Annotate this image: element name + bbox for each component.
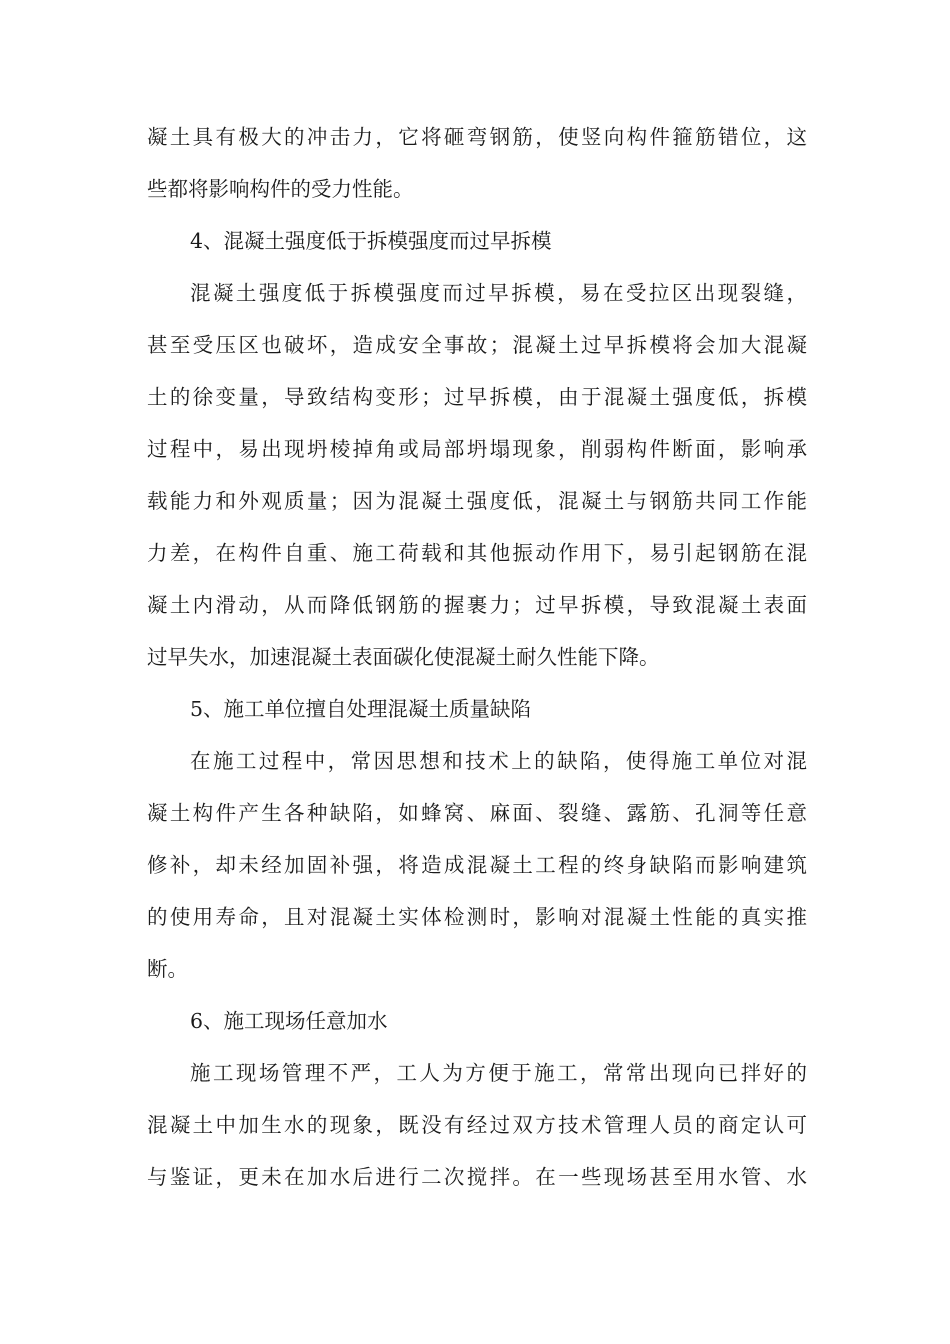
body-text-line: 混凝土强度低于拆模强度而过早拆模，易在受拉区出现裂缝， xyxy=(190,281,807,305)
body-text-line: 施工现场管理不严，工人为方便于施工，常常出现向已拌好的 xyxy=(190,1061,807,1085)
body-text-line: 凝土构件产生各种缺陷，如蜂窝、麻面、裂缝、露筋、孔洞等任意 xyxy=(147,801,807,825)
body-text-line: 在施工过程中，常因思想和技术上的缺陷，使得施工单位对混 xyxy=(190,749,807,773)
body-text-line: 力差，在构件自重、施工荷载和其他振动作用下，易引起钢筋在混 xyxy=(147,541,807,565)
body-text-line: 载能力和外观质量；因为混凝土强度低，混凝土与钢筋共同工作能 xyxy=(147,489,807,513)
body-text-line: 过程中，易出现坍棱掉角或局部坍塌现象，削弱构件断面，影响承 xyxy=(147,437,807,461)
body-text-line: 的使用寿命，且对混凝土实体检测时，影响对混凝土性能的真实推 xyxy=(147,905,807,929)
body-text-line: 凝土内滑动，从而降低钢筋的握裹力；过早拆模，导致混凝土表面 xyxy=(147,593,807,617)
section-heading: 6、施工现场任意加水 xyxy=(190,1009,388,1033)
section-heading: 5、施工单位擅自处理混凝土质量缺陷 xyxy=(190,697,532,721)
body-text-line: 凝土具有极大的冲击力，它将砸弯钢筋，使竖向构件箍筋错位，这 xyxy=(147,125,807,149)
body-text-line: 混凝土中加生水的现象，既没有经过双方技术管理人员的商定认可 xyxy=(147,1113,807,1137)
body-text-line: 修补，却未经加固补强，将造成混凝土工程的终身缺陷而影响建筑 xyxy=(147,853,807,877)
body-text-line: 过早失水，加速混凝土表面碳化使混凝土耐久性能下降。 xyxy=(147,645,660,669)
body-text-line: 些都将影响构件的受力性能。 xyxy=(147,177,414,201)
body-text-line: 与鉴证，更未在加水后进行二次搅拌。在一些现场甚至用水管、水 xyxy=(147,1165,807,1189)
body-text-line: 甚至受压区也破坏，造成安全事故；混凝土过早拆模将会加大混凝 xyxy=(147,333,807,357)
body-text-line: 断。 xyxy=(147,957,188,981)
body-text-line: 土的徐变量，导致结构变形；过早拆模，由于混凝土强度低，拆模 xyxy=(147,385,807,409)
section-heading: 4、混凝土强度低于拆模强度而过早拆模 xyxy=(190,229,552,253)
